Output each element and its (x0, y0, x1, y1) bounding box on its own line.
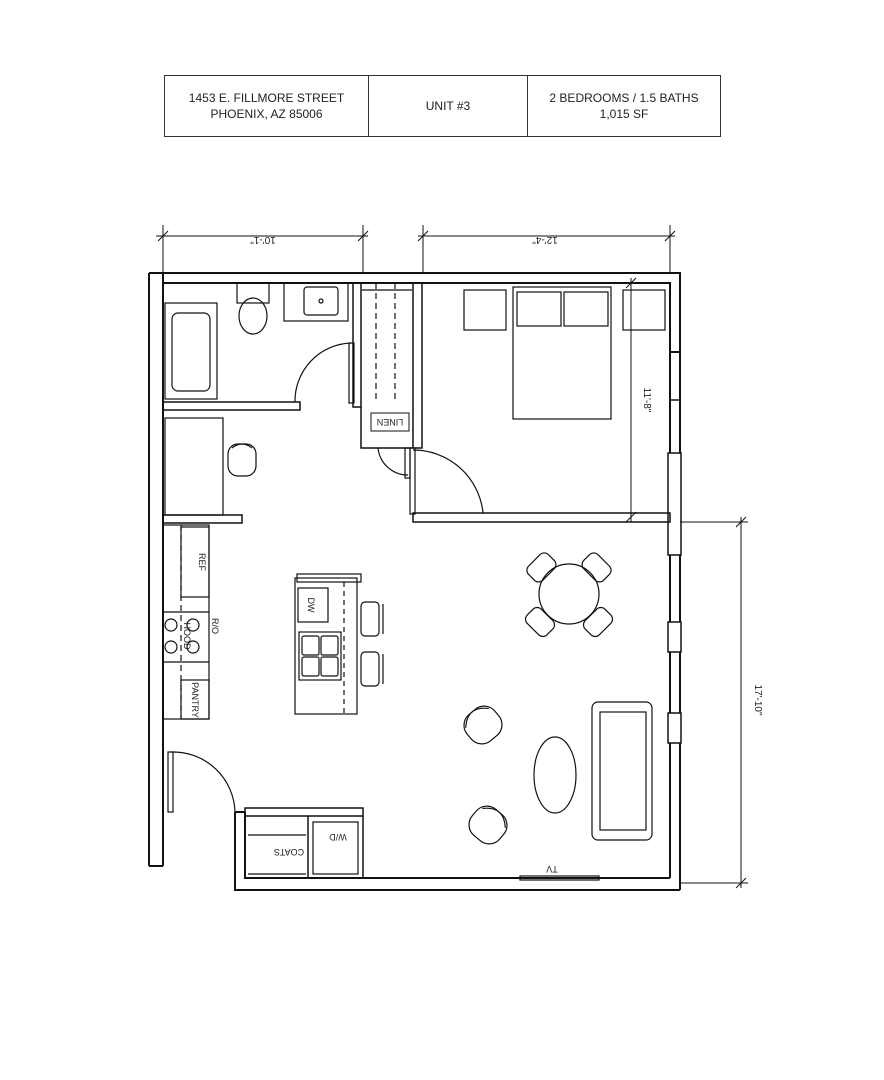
square-footage: 1,015 SF (599, 107, 649, 121)
dining-table (539, 564, 599, 624)
bedroom-door-swing (413, 450, 483, 513)
bedroom-furniture (464, 287, 665, 419)
entry-door-swing (171, 752, 235, 812)
burner-3 (165, 641, 177, 653)
burner-1 (165, 619, 177, 631)
kitchen-sink (299, 632, 341, 680)
bathtub (172, 313, 210, 391)
stool-2 (361, 652, 379, 686)
dim-top-right: 12'-4" (532, 234, 558, 245)
desk-nook (165, 418, 256, 515)
dimension-lines (156, 225, 748, 888)
washer-dryer-label: W/D (329, 832, 347, 842)
stool-1 (361, 602, 379, 636)
hood-label: HOOD (182, 622, 192, 650)
kitchen-island (295, 574, 383, 714)
range-oven-label: R/O (210, 617, 220, 635)
living-furniture (458, 700, 652, 880)
bathroom-fixtures (165, 283, 348, 399)
dim-living-depth: 17'-10" (752, 684, 763, 716)
pantry-label: PANTRY (190, 682, 200, 718)
interior-walls (163, 283, 670, 878)
dining-chair-2 (580, 550, 614, 584)
dining-chair-4 (581, 605, 615, 639)
nightstand-right (623, 290, 665, 330)
sofa (592, 702, 652, 840)
dining-set (523, 550, 615, 639)
bed (513, 287, 611, 419)
bath-door-swing (295, 343, 351, 402)
ref-label: REF (197, 553, 207, 571)
armchair-2 (463, 800, 512, 849)
armchair-1 (458, 700, 507, 749)
dining-chair-3 (523, 605, 557, 639)
toilet-tank (237, 283, 269, 303)
pillow-right (564, 292, 608, 326)
dim-bedroom-depth: 11'-8" (641, 387, 652, 413)
tv-label: TV (546, 864, 558, 874)
doors (168, 283, 483, 812)
pillow-left (517, 292, 561, 326)
room-count: 2 BEDROOMS / 1.5 BATHS (549, 91, 699, 105)
unit-number: UNIT #3 (425, 99, 471, 113)
nightstand-left (464, 290, 506, 330)
washer-dryer (313, 822, 358, 874)
linen-label: LINEN (376, 417, 404, 427)
dishwasher-label: DW (306, 597, 316, 613)
island (295, 578, 357, 714)
address-line2: PHOENIX, AZ 85006 (210, 107, 323, 121)
coffee-table (534, 737, 576, 813)
address-line1: 1453 E. FILLMORE STREET (188, 91, 345, 105)
bath-sink (304, 287, 338, 315)
dim-top-left: 10'-1" (250, 234, 276, 245)
coats-label: COATS (273, 847, 305, 857)
desk-chair (228, 444, 256, 476)
dining-chair-1 (524, 550, 558, 584)
desk (165, 418, 223, 515)
